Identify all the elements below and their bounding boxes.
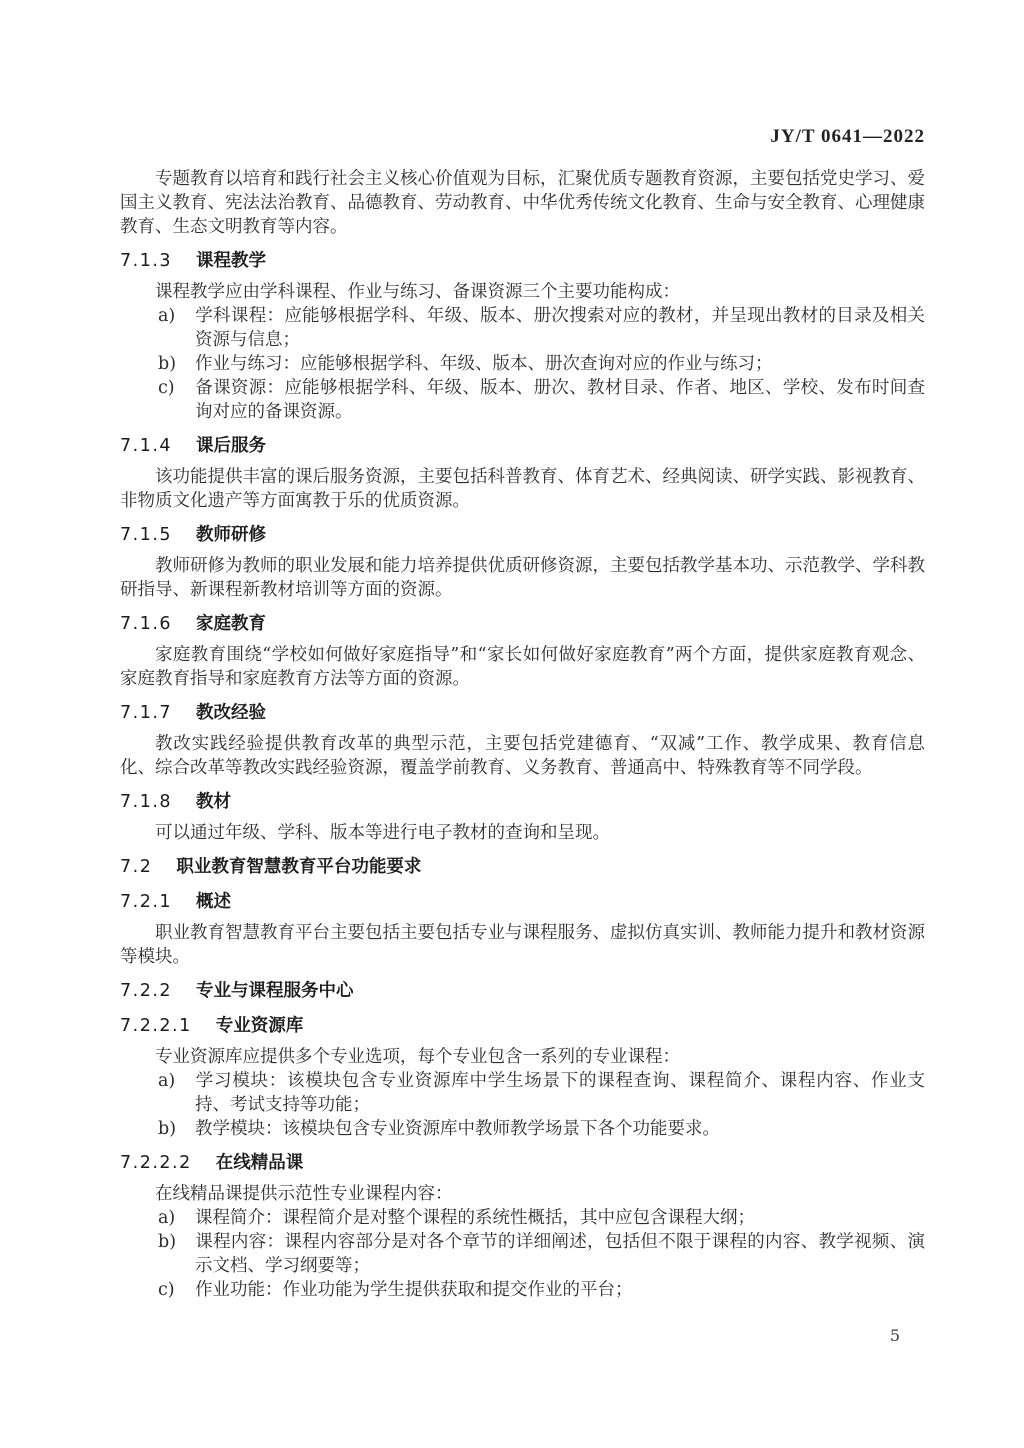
clause-number: 7.1.5 xyxy=(120,525,173,545)
list-item-text: 学科课程：应能够根据学科、年级、版本、册次搜索对应的教材，并呈现出教材的目录及相关资源与信息； xyxy=(195,306,925,350)
body-paragraph: 教师研修为教师的职业发展和能力培养提供优质研修资源，主要包括教学基本功、示范教学、学科教研指导、新课程新教材培训等方面的资源。 xyxy=(120,556,925,600)
list-item-text: 备课资源：应能够根据学科、年级、版本、册次、教材目录、作者、地区、学校、发布时间查询对应的备课资源。 xyxy=(195,378,925,422)
list-marker: b) xyxy=(158,1119,177,1139)
list-marker: a) xyxy=(158,1071,176,1091)
list-marker: b) xyxy=(158,1232,177,1252)
list-item-text: 课程简介：课程简介是对整个课程的系统性概括，其中应包含课程大纲； xyxy=(195,1208,755,1228)
clause-title: 专业资源库 xyxy=(215,1016,304,1036)
list-item xyxy=(158,1117,925,1141)
body-paragraph: 教改实践经验提供教育改革的典型示范，主要包括党建德育、“双减”工作、教学成果、教育信息化、综合改革等教改实践经验资源，覆盖学前教育、义务教育、普通高中、特殊教育等不同学段。 xyxy=(120,734,925,778)
list-item xyxy=(158,352,925,376)
clause-title: 专业与课程服务中心 xyxy=(196,981,354,1001)
clause-title: 家庭教育 xyxy=(196,614,267,634)
clause-title: 概述 xyxy=(196,892,232,912)
clause-heading-7-2-2-2 xyxy=(120,1151,925,1176)
list-marker: a) xyxy=(158,1208,176,1228)
clause-heading-7-2-1 xyxy=(120,890,925,915)
clause-number: 7.2.2.2 xyxy=(120,1153,192,1173)
clause-number: 7.2 xyxy=(120,857,153,877)
clause-title: 教改经验 xyxy=(196,703,267,723)
list-item-text: 作业功能：作业功能为学生提供获取和提交作业的平台； xyxy=(195,1280,633,1300)
clause-heading-7-2 xyxy=(120,855,925,880)
clause-number: 7.2.2 xyxy=(120,981,173,1001)
clause-number: 7.2.1 xyxy=(120,892,173,912)
list-item xyxy=(158,1230,925,1278)
clause-title: 课程教学 xyxy=(196,251,267,271)
clause-heading-7-1-7 xyxy=(120,701,925,726)
body-paragraph: 在线精品课提供示范性专业课程内容： xyxy=(155,1184,453,1204)
body-paragraph: 家庭教育围绕“学校如何做好家庭指导”和“家长如何做好家庭教育”两个方面，提供家庭教育观念、家庭教育指导和家庭教育方法等方面的资源。 xyxy=(120,645,925,689)
clause-heading-7-2-2-1 xyxy=(120,1014,925,1039)
clause-heading-7-1-4 xyxy=(120,434,925,459)
list-item xyxy=(158,1278,925,1302)
clause-title: 课后服务 xyxy=(196,436,267,456)
body-paragraph: 可以通过年级、学科、版本等进行电子教材的查询和呈现。 xyxy=(155,823,610,843)
clause-heading-7-2-2 xyxy=(120,979,925,1004)
clause-number: 7.1.8 xyxy=(120,792,173,812)
clause-number: 7.1.7 xyxy=(120,703,173,723)
clause-title: 职业教育智慧教育平台功能要求 xyxy=(176,857,422,877)
list-item xyxy=(158,376,925,424)
clause-number: 7.1.4 xyxy=(120,436,173,456)
clause-title: 教师研修 xyxy=(196,525,267,545)
list-item-text: 课程内容：课程内容部分是对各个章节的详细阐述，包括但不限于课程的内容、教学视频、演示文档、学习纲要等； xyxy=(195,1232,925,1276)
list-item-text: 教学模块：该模块包含专业资源库中教师教学场景下各个功能要求。 xyxy=(195,1119,720,1139)
list-marker: c) xyxy=(158,1280,175,1300)
document-body xyxy=(120,167,925,1302)
list-marker: b) xyxy=(158,354,177,374)
body-paragraph: 专题教育以培育和践行社会主义核心价值观为目标，汇聚优质专题教育资源，主要包括党史学习、爱国主义教育、宪法法治教育、品德教育、劳动教育、中华优秀传统文化教育、生命与安全教育、心理健康教育、生态文明教育等内容。 xyxy=(120,169,925,237)
list-item xyxy=(158,304,925,352)
list-item xyxy=(158,1206,925,1230)
clause-number: 7.1.3 xyxy=(120,251,173,271)
list-item-text: 学习模块：该模块包含专业资源库中学生场景下的课程查询、课程简介、课程内容、作业支持、考试支持等功能； xyxy=(195,1071,925,1115)
body-paragraph: 该功能提供丰富的课后服务资源，主要包括科普教育、体育艺术、经典阅读、研学实践、影视教育、非物质文化遗产等方面寓教于乐的优质资源。 xyxy=(120,467,925,511)
clause-heading-7-1-6 xyxy=(120,612,925,637)
clause-heading-7-1-8 xyxy=(120,790,925,815)
body-paragraph: 专业资源库应提供多个专业选项，每个专业包含一系列的专业课程： xyxy=(155,1047,680,1067)
body-paragraph: 课程教学应由学科课程、作业与练习、备课资源三个主要功能构成： xyxy=(155,282,680,302)
list-item xyxy=(158,1069,925,1117)
clause-number: 7.1.6 xyxy=(120,614,173,634)
body-paragraph: 职业教育智慧教育平台主要包括主要包括专业与课程服务、虚拟仿真实训、教师能力提升和教材资源等模块。 xyxy=(120,923,925,967)
page-number: 5 xyxy=(889,1326,901,1345)
clause-title: 在线精品课 xyxy=(215,1153,304,1173)
clause-heading-7-1-3 xyxy=(120,249,925,274)
list-marker: a) xyxy=(158,306,176,326)
list-item-text: 作业与练习：应能够根据学科、年级、版本、册次查询对应的作业与练习； xyxy=(195,354,773,374)
clause-heading-7-1-5 xyxy=(120,523,925,548)
running-header-standard-code: JY/T 0641—2022 xyxy=(770,126,925,147)
list-marker: c) xyxy=(158,378,175,398)
clause-title: 教材 xyxy=(196,792,232,812)
clause-number: 7.2.2.1 xyxy=(120,1016,192,1036)
